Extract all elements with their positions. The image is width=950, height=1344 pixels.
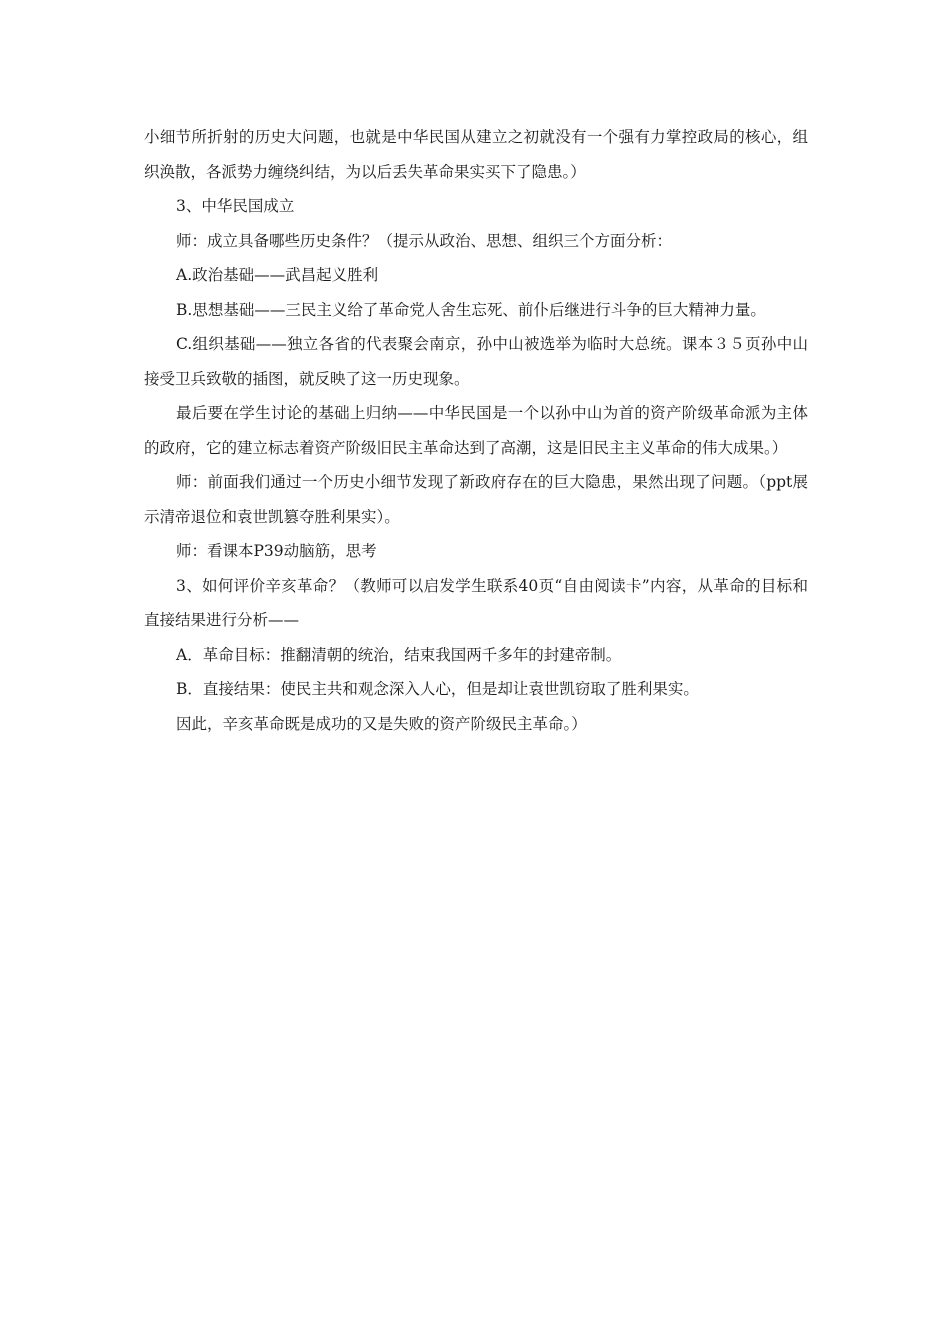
teacher-remark-problems: 师：前面我们通过一个历史小细节发现了新政府存在的巨大隐患，果然出现了问题。（ppt展示清帝退位和袁世凯篡夺胜利果实）。 [144, 473, 808, 526]
list-item-organizational-basis: C.组织基础——独立各省的代表聚会南京，孙中山被选举为临时大总统。课本３５页孙中山接受卫兵致敬的插图，就反映了这一历史现象。 [144, 335, 808, 388]
list-item-direct-result: B．直接结果：使民主共和观念深入人心，但是却让袁世凯窃取了胜利果实。 [176, 680, 699, 698]
section-heading-evaluation: 3、如何评价辛亥革命？（教师可以启发学生联系40页“自由阅读卡”内容，从革命的目标和直接结果进行分析—— [144, 576, 808, 629]
list-item-ideological-basis: B.思想基础——三民主义给了革命党人舍生忘死、前仆后继进行斗争的巨大精神力量。 [176, 300, 766, 319]
list-item-revolution-goal: A．革命目标：推翻清朝的统治，结束我国两千多年的封建帝制。 [176, 645, 622, 664]
section-heading-founding: 3、中华民国成立 [176, 197, 295, 215]
teacher-instruction-textbook: 师：看课本P39动脑筋，思考 [176, 542, 377, 560]
list-item-political-basis: A.政治基础——武昌起义胜利 [176, 266, 379, 284]
teacher-question-conditions: 师：成立具备哪些历史条件？（提示从政治、思想、组织三个方面分析： [176, 231, 673, 250]
paragraph-conclusion: 因此，辛亥革命既是成功的又是失败的资产阶级民主革命。） [176, 714, 587, 733]
paragraph-summary: 最后要在学生讨论的基础上归纳——中华民国是一个以孙中山为首的资产阶级革命派为主体的政府，它的建立标志着资产阶级旧民主革命达到了高潮，这是旧民主主义革命的伟大成果。） [144, 404, 808, 457]
document-body [144, 120, 808, 741]
paragraph-continuation: 小细节所折射的历史大问题，也就是中华民国从建立之初就没有一个强有力掌控政局的核心，组织涣散，各派势力缠绕纠结，为以后丢失革命果实买下了隐患。） [144, 128, 808, 181]
